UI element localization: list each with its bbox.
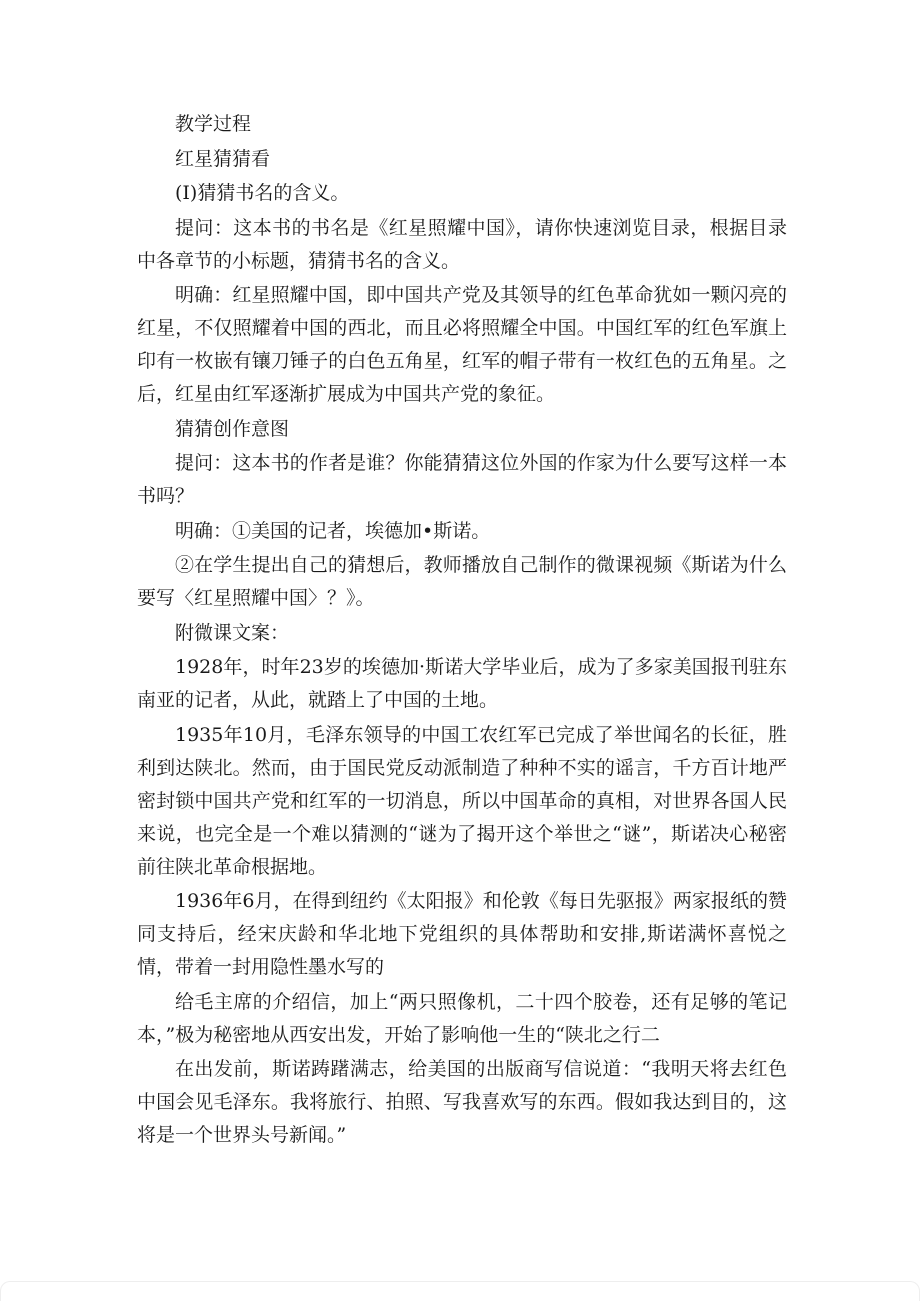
paragraph-before-departure: 在出发前，斯诺踌躇满志，给美国的出版商写信说道：“我明天将去红色中国会见毛泽东。我将旅行、拍照、写我喜欢写的东西。假如我达到目的，这将是一个世界头号新闻。” [137, 1058, 787, 1146]
page-bottom-edge [0, 1281, 920, 1301]
paragraph-1928: 1928年，时年23岁的埃德加·斯诺大学毕业后，成为了多家美国报刊驻东南亚的记者，从此，就踏上了中国的土地。 [137, 656, 787, 711]
paragraph-micro-lesson-video: ②在学生提出自己的猜想后，教师播放自己制作的微课视频《斯诺为什么要写〈红星照耀中国〉？》。 [137, 554, 787, 609]
document-body [137, 108, 787, 1154]
paragraph-answer-author: 明确：①美国的记者，埃德加•斯诺。 [175, 519, 491, 542]
paragraph-micro-lesson-script-label: 附微课文案： [175, 621, 290, 644]
subheading-guess-intent: 猜猜创作意图 [175, 417, 290, 440]
paragraph-1936: 1936年6月，在得到纽约《太阳报》和伦敦《每日先驱报》两家报纸的赞同支持后，经宋庆龄和华北地下党组织的具体帮助和安排,斯诺满怀喜悦之情，带着一封用隐性墨水写的 [137, 890, 787, 978]
paragraph-introduction-letter: 给毛主席的介绍信，加上“两只照像机，二十四个胶卷，还有足够的笔记本，”极为秘密地从西安出发，开始了影响他一生的“陕北之行二 [137, 990, 787, 1046]
section-heading-teaching-process: 教学过程 [175, 113, 252, 135]
paragraph-1935: 1935年10月，毛泽东领导的中国工农红军已完成了举世闻名的长征，胜利到达陕北。然而，由于国民党反动派制造了种种不实的谣言，千方百计地严密封锁中国共产党和红军的一切消息，所以中国革命的真相，对世界各国人民来说，也完全是一个难以猜测的“谜为了揭开这个举世之“谜”，斯诺决心秘密前往陕北革命根据地。 [137, 723, 787, 878]
paragraph-question-author: 提问：这本书的作者是谁？你能猜猜这位外国的作家为什么要写这样一本书吗？ [137, 452, 787, 507]
subheading-red-star-guess: 红星猜猜看 [175, 147, 271, 170]
paragraph-answer-title: 明确：红星照耀中国，即中国共产党及其领导的红色革命犹如一颗闪亮的红星，不仅照耀着中国的西北，而且必将照耀全中国。中国红军的红色军旗上印有一枚嵌有镶刀锤子的白色五角星，红军的帽子带有一枚红色的五角星。之后，红星由红军逐渐扩展成为中国共产党的象征。 [137, 284, 787, 405]
item-guess-book-title: (I)猜猜书名的含义。 [175, 182, 350, 204]
paragraph-question-title: 提问：这本书的书名是《红星照耀中国》，请你快速浏览目录，根据目录中各章节的小标题，猜猜书名的含义。 [137, 216, 787, 272]
